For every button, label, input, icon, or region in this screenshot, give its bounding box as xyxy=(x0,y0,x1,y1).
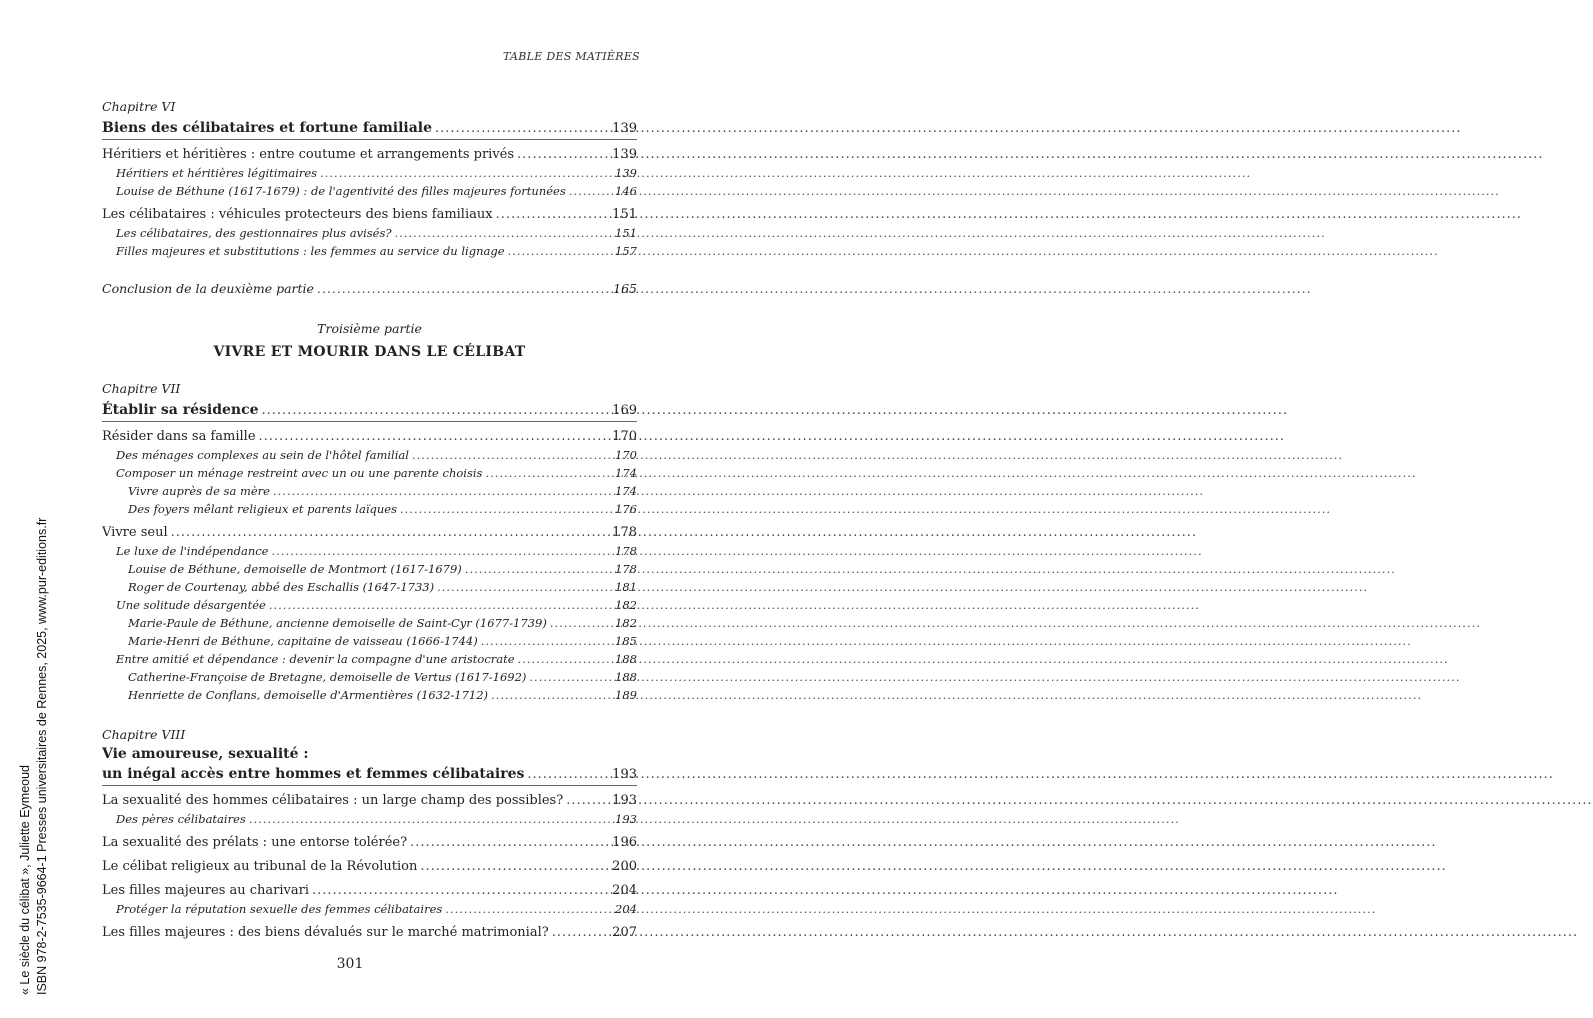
conclusion-entry[interactable]: Conclusion de la deuxième partie ..... 165 xyxy=(102,280,637,298)
toc-entry[interactable]: Les célibataires : véhicules protecteurs des biens familiaux ..... 151 xyxy=(102,206,637,224)
toc-entry[interactable]: Résider dans sa famille ..... 170 xyxy=(102,428,637,446)
toc-entry[interactable]: Héritiers et héritières légitimaires ..... 139 xyxy=(102,164,637,182)
toc-entry[interactable]: Les filles majeures au charivari ..... 204 xyxy=(102,882,637,900)
toc-entry[interactable]: Le luxe de l'indépendance ..... 178 xyxy=(102,542,637,560)
toc-entry[interactable]: Roger de Courtenay, abbé des Eschallis (1647-1733) ..... 181 xyxy=(102,578,637,596)
toc-entry[interactable]: Filles majeures et substitutions : les femmes au service du lignage ..... 157 xyxy=(102,242,637,260)
chapter-6-label: Chapitre VI xyxy=(102,99,176,114)
chapter-rule xyxy=(102,785,637,786)
toc-entry[interactable]: La sexualité des prélats : une entorse tolérée? ..... 196 xyxy=(102,834,637,852)
toc-entry[interactable]: Des pères célibataires ..... 193 xyxy=(102,810,637,828)
chapter-8-title[interactable]: un inégal accès entre hommes et femmes célibataires ..... 193 xyxy=(102,764,637,785)
running-head: TABLE DES MATIÈRES xyxy=(502,50,640,63)
credit-line-2: ISBN 978-2-7535-9664-1 Presses universitaires de Rennes, 2025, www.pur-editions.fr xyxy=(35,517,49,995)
page-number: 301 xyxy=(336,956,364,972)
chapter-8-title-line: Vie amoureuse, sexualité : xyxy=(102,746,309,762)
chapter-rule xyxy=(102,139,637,140)
chapter-7-label: Chapitre VII xyxy=(102,381,181,396)
toc-entry[interactable]: Louise de Béthune (1617-1679) : de l'agentivité des filles majeures fortunées ..... 146 xyxy=(102,182,637,200)
side-credit xyxy=(17,518,51,995)
toc-entry[interactable]: Marie-Henri de Béthune, capitaine de vaisseau (1666-1744) ..... 185 xyxy=(102,632,637,650)
entry-page: 139 xyxy=(612,121,637,136)
credit-line-1: « Le siècle du célibat », Juliette Eymeoud xyxy=(18,765,32,995)
table-of-contents xyxy=(102,84,637,942)
toc-entry[interactable]: Catherine-Françoise de Bretagne, demoiselle de Vertus (1617-1692) ..... 188 xyxy=(102,668,637,686)
toc-entry[interactable]: La sexualité des hommes célibataires : un large champ des possibles? ..... 193 xyxy=(102,792,637,810)
toc-entry[interactable]: Protéger la réputation sexuelle des femmes célibataires ..... 204 xyxy=(102,900,637,918)
toc-entry[interactable]: Les filles majeures : des biens dévalués sur le marché matrimonial? ..... 207 xyxy=(102,924,637,942)
chapter-6-title[interactable] xyxy=(102,118,637,139)
toc-entry[interactable]: Le célibat religieux au tribunal de la Révolution ..... 200 xyxy=(102,858,637,876)
chapter-8-label: Chapitre VIII xyxy=(102,727,186,742)
toc-entry[interactable]: Des foyers mêlant religieux et parents laïques ..... 176 xyxy=(102,500,637,518)
part-3-label: Troisième partie xyxy=(317,321,422,336)
toc-entry[interactable]: Entre amitié et dépendance : devenir la compagne d'une aristocrate ..... 188 xyxy=(102,650,637,668)
toc-entry[interactable]: Vivre seul ..... 178 xyxy=(102,524,637,542)
entry-text: Biens des célibataires et fortune familiale xyxy=(102,120,433,136)
toc-entry[interactable]: Henriette de Conflans, demoiselle d'Armentières (1632-1712) ..... 189 xyxy=(102,686,637,704)
part-3-title: VIVRE ET MOURIR DANS LE CÉLIBAT xyxy=(213,344,526,360)
chapter-rule xyxy=(102,421,637,422)
toc-entry[interactable]: Une solitude désargentée ..... 182 xyxy=(102,596,637,614)
toc-entry[interactable]: Louise de Béthune, demoiselle de Montmort (1617-1679) ..... 178 xyxy=(102,560,637,578)
toc-entry[interactable]: Marie-Paule de Béthune, ancienne demoiselle de Saint-Cyr (1677-1739) ..... 182 xyxy=(102,614,637,632)
toc-entry[interactable]: Héritiers et héritières : entre coutume et arrangements privés ..... 139 xyxy=(102,146,637,164)
toc-entry[interactable]: Des ménages complexes au sein de l'hôtel familial ..... 170 xyxy=(102,446,637,464)
chapter-7-title[interactable]: Établir sa résidence ..... 169 xyxy=(102,400,637,421)
toc-entry[interactable]: Vivre auprès de sa mère ..... 174 xyxy=(102,482,637,500)
toc-entry[interactable]: Les célibataires, des gestionnaires plus avisés? ..... 151 xyxy=(102,224,637,242)
toc-entry[interactable]: Composer un ménage restreint avec un ou une parente choisis ..... 174 xyxy=(102,464,637,482)
